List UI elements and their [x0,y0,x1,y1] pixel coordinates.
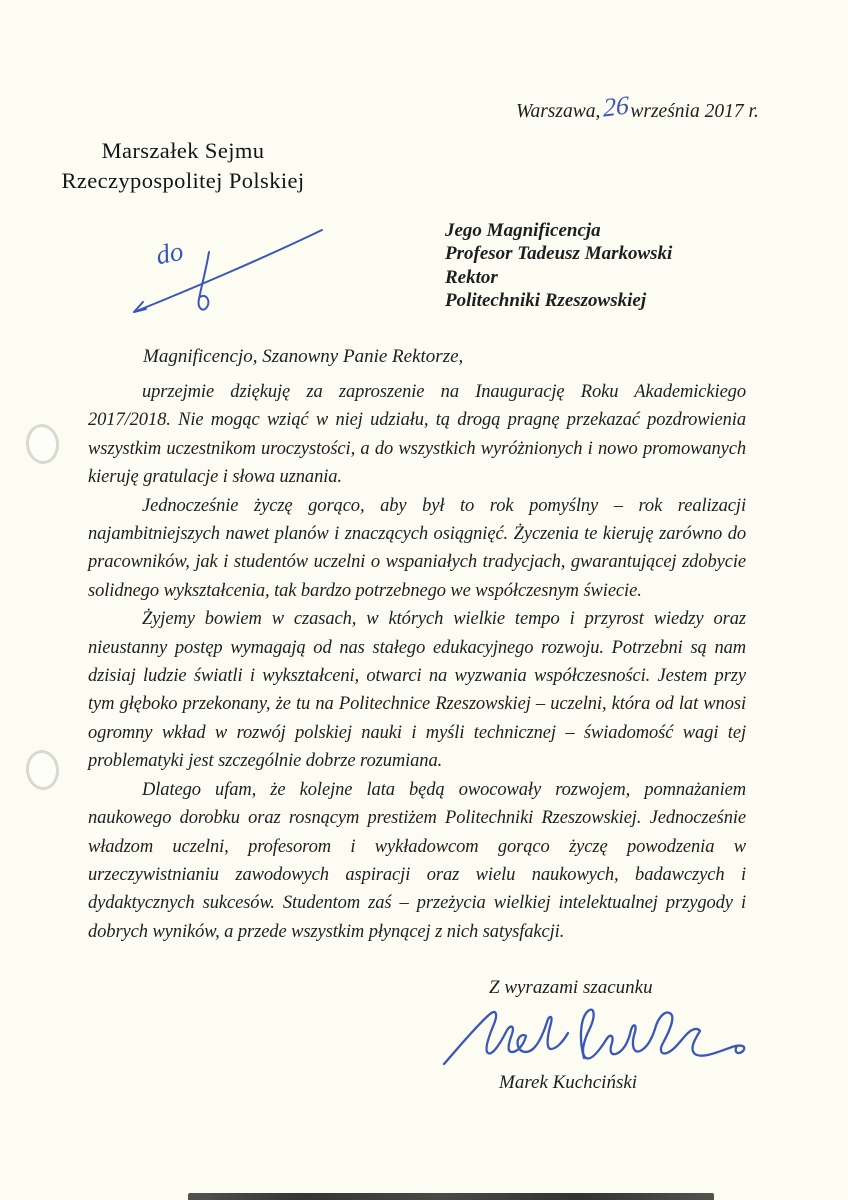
paragraph-3: Żyjemy bowiem w czasach, w których wielkie tempo i przyrost wiedzy oraz nieustanny postęp wymagają od nas stałego edukacyjnego rozwoju. Potrzebni są nam dzisiaj ludzie światli i wykształceni, otwarci na wyzwania współczesności. Jestem przy tym głęboko przekonany, że tu na Politechnice Rzeszowskiej – uczelni, która od lat wnosi ogromny wkład w rozwój polskiej nauki i myśli technicznej – świadomość wagi tej problematyki jest szczególnie dobrze rozumiana. [88,609,746,772]
letter-body [88,378,746,946]
date-rest: września 2017 r. [630,101,759,122]
scan-edge-shadow [188,1193,714,1200]
paragraph-1: uprzejmie dziękuję za zaproszenie na Inaugurację Roku Akademickiego 2017/2018. Nie mogąc wziąć w niej udziału, tą drogą pragnę przekazać pozdrowienia wszystkim uczestnikom uroczystości, a do wszystkich wyróżnionych i nowo promowanych kieruję gratulacje i słowa uznania. [88,382,746,488]
date-line [516,90,759,123]
letterhead-line2: Rzeczypospolitej Polskiej [61,168,305,193]
date-day-handwritten: 26 [603,90,630,123]
salutation: Magnificencjo, Szanowny Panie Rektorze, [143,346,464,367]
handwritten-forward-annotation [110,212,340,327]
signature-ink [438,1002,758,1077]
letterhead [50,136,316,196]
recipient-line-title: Rektor [445,266,498,288]
recipient-line-honorific: Jego Magnificencja [445,220,601,241]
letterhead-line1: Marszałek Sejmu [101,138,265,163]
hole-punch-top [24,422,61,465]
signature-stroke-last-name [581,1010,744,1059]
annotation-text: do [153,235,186,271]
signature-name: Marek Kuchciński [499,1072,638,1093]
signature-stroke-first-name [444,1012,568,1064]
hole-punch-bottom [24,748,61,791]
recipient-block [445,219,672,313]
recipient-line-name: Profesor Tadeusz Markowski [445,243,673,265]
paragraph-2: Jednocześnie życzę gorąco, aby był to rok pomyślny – rok realizacji najambitniejszych nawet planów i znaczących osiągnięć. Życzenia te kieruję zarówno do pracowników, jak i studentów uczelni o wspaniałych tradycjach, gwarantującej zdobycie solidnego wykształcenia, tak bardzo potrzebnego we współczesnym świecie. [88,495,746,601]
paragraph-4: Dlatego ufam, że kolejne lata będą owocowały rozwojem, pomnażaniem naukowego dorobku oraz rosnącym prestiżem Politechniki Rzeszowskiej. Jednocześnie władzom uczelni, profesorom i wykładowcom gorąco życzę powodzenia w urzeczywistnianiu zawodowych aspiracji oraz wielu naukowych, badawczych i dydaktycznych sukcesów. Studentom zaś – przeżycia wielkiej intelektualnej przygody i dobrych wyników, a przede wszystkim płynącej z nich satysfakcji. [88,779,746,942]
date-city: Warszawa, [516,101,601,122]
recipient-line-institution: Politechniki Rzeszowskiej [445,290,647,312]
closing-phrase: Z wyrazami szacunku [489,977,653,998]
